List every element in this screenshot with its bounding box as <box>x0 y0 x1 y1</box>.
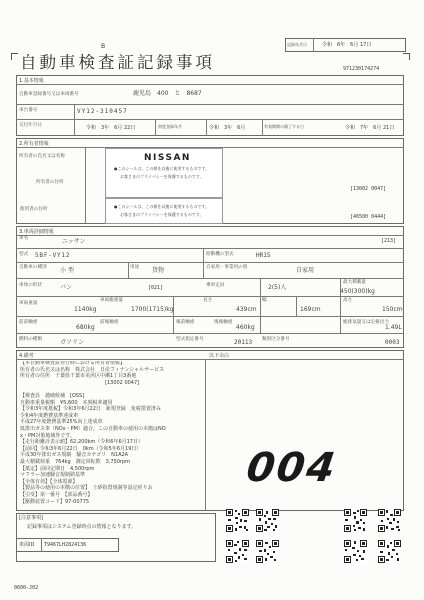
seal-line2: お客さまのプライバシーを保護するものです。 <box>120 174 204 179</box>
user-code: [46500 0444] <box>350 214 387 220</box>
remark-line: 令和4年度燃費基準達成車 <box>20 412 79 419</box>
gross-weight-value: 1700(1715)kg <box>131 306 174 313</box>
corner-mark-top-left <box>11 53 18 60</box>
engine-label: 原動機の型式 <box>206 252 234 257</box>
corner-mark-top-right <box>403 53 410 60</box>
displacement-value: 1.49L <box>385 324 402 331</box>
front-axle-value: 680kg <box>76 324 95 331</box>
remark-line: 【本自動車検査証発行時における所有者情報】 <box>20 361 126 366</box>
capacity-value: 2(5)人 <box>268 284 287 291</box>
vehicle-id-value: T9467LH2824136 <box>44 542 87 548</box>
remarks-notes <box>20 361 204 510</box>
qr-code-6 <box>256 540 279 563</box>
remark-line: 平成30年排出ガス規制 騒音カテゴリ N1A2A <box>20 452 129 459</box>
chassis-value: VY12-310457 <box>77 108 128 115</box>
expiry-label: 有効期間の満了する日 <box>264 124 304 129</box>
width-value: 169cm <box>300 306 321 313</box>
remark-line: 【走行距離計表示値】62,200km（令和6年6月17日） <box>20 439 143 446</box>
qr-code-4 <box>378 509 401 532</box>
max-load-value: 450(300)kg <box>340 288 375 295</box>
nissan-logo: NISSAN <box>144 153 191 163</box>
remark-line: 【駆動装置コード】97-00775 <box>20 498 90 505</box>
expiry-value: 令和 7年 6月 21日 <box>345 125 395 131</box>
section3-heading: 3.車両詳細情報 <box>19 229 54 235</box>
use-value: 貨物 <box>152 267 165 274</box>
owner-code: [13002 0047] <box>350 186 387 192</box>
body-code: [021] <box>148 285 164 291</box>
vehicle-id-label: 車両ID <box>19 542 35 548</box>
remark-line: [13002 0047] <box>20 379 140 386</box>
notice-heading: [注意事項] <box>19 515 43 521</box>
seal-line1: ●このシールは、この様を以後に使用するものです。 <box>114 166 210 171</box>
qr-code-3 <box>344 509 367 532</box>
section4-heading: 4.備考 <box>19 353 34 359</box>
remark-line: 【引受】第一番号 【部品番号】 <box>20 492 93 498</box>
length-label: 長さ <box>203 298 213 303</box>
document-title: 自動車検査証記録事項 <box>20 53 215 72</box>
use-label: 用途 <box>130 265 140 270</box>
kind-label: 自動車の種別 <box>19 265 47 270</box>
remark-line: x・PM対策地域外です。 <box>20 432 75 439</box>
qr-code-8 <box>378 540 401 563</box>
length-value: 439cm <box>236 306 257 313</box>
remark-line: 【検査員 越破候補 [OSS] <box>20 393 85 399</box>
section2-heading: 2.所有者情報 <box>19 141 49 147</box>
first-reg-label: 初度登録年月 <box>158 124 182 129</box>
remark-line: 平成27年度燃費基準25%向上達成車 <box>20 419 103 426</box>
user-addr-label: 使用者の住所 <box>20 207 48 212</box>
class-no-value: 0003 <box>385 339 400 346</box>
vehicle-weight-value: 1140kg <box>74 306 97 313</box>
issue-date-label: 交付年月日 <box>19 123 42 128</box>
remark-line: マフラー加速騒音規制値基準 <box>20 472 86 479</box>
seal2-line2: お客さまのプライバシーを保護するものです。 <box>120 212 204 217</box>
first-reg-value: 令和 3年 6月 <box>209 125 246 131</box>
rear-axle-label: 後後軸重 <box>214 320 233 325</box>
purpose-label: 自家用・事業用の別 <box>206 265 248 270</box>
body-label: 車体の形状 <box>19 283 42 288</box>
remark-line: 最大積載荷重 764kg 測定回転数 3,750rpm <box>20 459 131 465</box>
kind-value: 小 型 <box>60 267 74 274</box>
maker-value: ニッサン <box>62 238 86 245</box>
owner-name-label: 所有者の氏名又は名称 <box>19 154 65 159</box>
remark-line: 低排出ガス車（NOx・PM）適合。この自動車の使用の本拠はNO <box>20 426 166 432</box>
reg-number-label: 自動車登録番号又は車両番号 <box>19 92 79 97</box>
front-axle-label: 前前軸重 <box>19 320 38 325</box>
gross-weight-label: 車両総重量 <box>100 298 123 303</box>
qr-code-5 <box>226 540 249 563</box>
record-date-label: 記録年月日 <box>287 42 307 47</box>
height-label: 高さ <box>343 298 353 303</box>
record-date-value: 令和 6年 6月 17日 <box>322 42 372 48</box>
max-load-label: 最大積載量 <box>343 280 366 285</box>
fuel-value: ガソリン <box>60 339 85 346</box>
remark-line: 【全体有効】【全体電源】 <box>20 478 78 485</box>
model-no-value: 20113 <box>234 339 253 346</box>
remark-line: 【前回】令和3年6月22日 0km（令和5年6月19日） <box>20 445 142 452</box>
privacy-seal-2 <box>105 198 223 224</box>
capacity-label: 乗車定員 <box>206 283 225 288</box>
privacy-seal <box>105 148 223 198</box>
rr-axle-label: 後前軸重 <box>176 320 195 325</box>
remark-line: 【令和3年度抵税】令和3年6月22日 新規登録 免税措置済み <box>20 406 161 413</box>
vehicle-weight-label: 車両重量 <box>19 301 38 306</box>
maker-code: [213] <box>381 238 397 244</box>
notice-text: 記録事項はシステム登録時点の情報となります。 <box>27 524 137 530</box>
model-value: 5BF-VY12 <box>35 252 71 259</box>
qr-code-2 <box>256 509 279 532</box>
class-no-label: 類別区分番号 <box>262 337 290 342</box>
remark-line: 【抵定】前回定期日 4,500rpm <box>20 465 95 472</box>
seal2-line1: ●このシールは、この様を以後に使用するものです。 <box>114 204 210 209</box>
width-label: 幅 <box>262 298 267 303</box>
issue-date-value: 令和 3年 6月 22日 <box>86 125 136 131</box>
form-code: 0600-J02 <box>14 585 39 591</box>
purpose-value: 自家用 <box>296 267 315 274</box>
section1-heading: 1.基本情報 <box>19 78 44 84</box>
owner-addr-label: 所有者の住所 <box>36 180 64 185</box>
displacement-label: 総排気量又は定格出力 <box>343 320 389 325</box>
height-value: 150cm <box>382 306 403 313</box>
engine-value: HR15 <box>256 252 271 259</box>
qr-code-7 <box>344 540 367 563</box>
remark-line: 自動車重量税額 ¥5,600 本到税率適用 <box>20 399 113 406</box>
model-no-label: 型式指定番号 <box>176 337 204 342</box>
remark-line: 所有者の住所 千葉県千葉市美浜区中瀬1丁目3番地 <box>20 373 137 380</box>
body-value: バン <box>60 284 73 291</box>
reg-number-value: 鹿児島 400 と 8687 <box>133 90 202 97</box>
maker-label: 車名 <box>19 236 29 241</box>
rear-axle-value: 460kg <box>236 324 255 331</box>
fr-axle-label: 前後軸重 <box>100 320 119 325</box>
fuel-label: 燃料の種類 <box>19 337 42 342</box>
remark-line: 所有者の氏名又は名称 株式会社 日産フィナンシャルサービス <box>20 366 165 373</box>
b-mark: B <box>101 43 106 50</box>
serial-number: 971230174274 <box>343 66 380 72</box>
remarks-side-label: 以下余白 <box>209 353 230 359</box>
model-label: 型式 <box>19 252 29 257</box>
handwritten-number-stamp: 004 <box>243 445 340 491</box>
qr-code-1 <box>226 509 249 532</box>
chassis-label: 車台番号 <box>19 108 38 113</box>
remark-line: 【製品等の使用の本拠の位置】 土砂指置規制等設定経りお <box>20 485 153 492</box>
